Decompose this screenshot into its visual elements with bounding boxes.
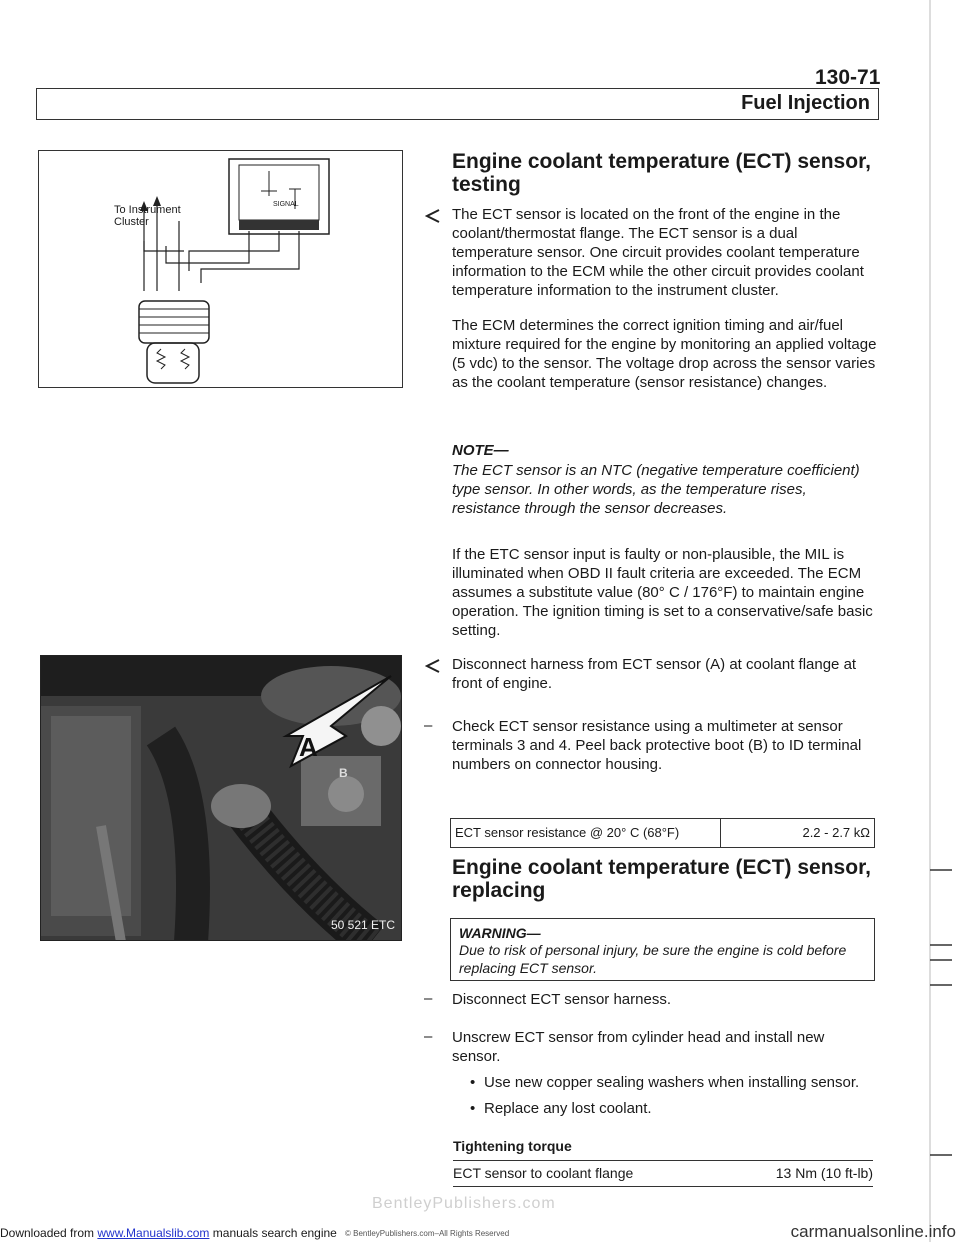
section1-para1: The ECT sensor is located on the front of the engine in the coolant/thermostat flange. The ECT sensor is a dual temperature sensor. One circuit provides coolant temperature information to the ECM while the other circuit provides coolant temperature information to the instrument cluster. (452, 206, 864, 299)
torque-rule-bottom (453, 1186, 873, 1187)
section1-para2: The ECM determines the correct ignition timing and air/fuel mixture required for the engine by monitoring an applied voltage (5 vdc) to the sensor. The voltage drop across the sensor varies as the coolant temperature (sensor resistance) changes. (452, 317, 877, 391)
note-title: NOTE— (452, 442, 509, 459)
photo-caption: 50 521 ETC (331, 918, 396, 932)
step-unscrew-sensor: Unscrew ECT sensor from cylinder head and install new sensor. (452, 1029, 825, 1065)
callout-b-label: B (339, 766, 348, 780)
step-disconnect-harness: Disconnect harness from ECT sensor (A) at coolant flange at front of engine. (452, 656, 857, 692)
dash-marker: – (424, 1028, 433, 1045)
torque-label: ECT sensor to coolant flange (453, 1165, 634, 1181)
arrow-left-icon (425, 658, 441, 674)
torque-rule-top (453, 1160, 873, 1161)
torque-value: 13 Nm (10 ft-lb) (775, 1165, 873, 1181)
page-number: 130-71 (815, 66, 881, 89)
spec-label: ECT sensor resistance @ 20° C (68°F) (451, 819, 721, 847)
diagram-signal-label: SIGNAL (273, 201, 299, 208)
footer-download-note (0, 1226, 337, 1240)
footer-prefix: Downloaded from (0, 1226, 98, 1240)
resistance-spec-table (450, 818, 875, 848)
engine-photo-graphic (41, 656, 402, 941)
section1-heading-line2: testing (452, 173, 521, 196)
footer-suffix: manuals search engine (209, 1226, 337, 1240)
section2-heading-line1: Engine coolant temperature (ECT) sensor, (452, 856, 871, 879)
section2-heading-line2: replacing (452, 879, 546, 902)
manualslib-link[interactable]: www.Manualslib.com (97, 1226, 210, 1240)
note-body: The ECT sensor is an NTC (negative temperature coefficient) type sensor. In other words, as the temperature rises, resistance through the sensor decreases. (452, 462, 860, 517)
step-disconnect-ect-harness: Disconnect ECT sensor harness. (452, 991, 671, 1008)
wiring-diagram-graphic (39, 151, 404, 389)
publisher-watermark: BentleyPublishers.com (372, 1195, 556, 1212)
bullet-icon: • (470, 1074, 476, 1091)
dash-marker: – (424, 717, 433, 734)
section-title: Fuel Injection (741, 92, 870, 114)
torque-heading: Tightening torque (453, 1138, 572, 1154)
section1-heading (452, 150, 871, 196)
engine-photo (40, 655, 402, 941)
diagram-label-to-instrument (114, 204, 181, 228)
warning-box (450, 918, 875, 981)
step-check-resistance: Check ECT sensor resistance using a multimeter at sensor terminals 3 and 4. Peel back protective boot (B) to ID terminal numbers on connector housing. (452, 718, 862, 773)
diagram-label-line2: Cluster (114, 216, 149, 228)
bullet-icon: • (470, 1100, 476, 1117)
bullet-replace-coolant: Replace any lost coolant. (484, 1100, 652, 1117)
margin-trim-marks (922, 0, 960, 1242)
arrow-left-icon (425, 208, 441, 224)
callout-a-label: A (299, 732, 318, 762)
torque-row (453, 1165, 873, 1181)
section2-heading (452, 856, 871, 902)
warning-title: WARNING— (459, 925, 541, 941)
warning-body: Due to risk of personal injury, be sure the engine is cold before replacing ECT sensor. (459, 942, 847, 976)
diagram-label-line1: To Instrument (114, 204, 181, 216)
footer-site-mark: carmanualsonline.info (790, 1222, 956, 1241)
section1-para3: If the ETC sensor input is faulty or non-plausible, the MIL is illuminated when OBD II fault criteria are exceeded. The ECM assumes a substitute value (80° C / 176°F) to maintain engine operation. The ignition timing is set to a conservative/safe basic setting. (452, 546, 873, 639)
footer-copyright: © BentleyPublishers.com–All Rights Reserved (345, 1229, 510, 1238)
spec-value: 2.2 - 2.7 kΩ (802, 825, 870, 840)
section-header-bar (36, 88, 879, 120)
section1-heading-line1: Engine coolant temperature (ECT) sensor, (452, 150, 871, 173)
dash-marker: – (424, 990, 433, 1007)
ect-wiring-diagram (38, 150, 403, 388)
bullet-copper-washers: Use new copper sealing washers when installing sensor. (484, 1074, 860, 1091)
